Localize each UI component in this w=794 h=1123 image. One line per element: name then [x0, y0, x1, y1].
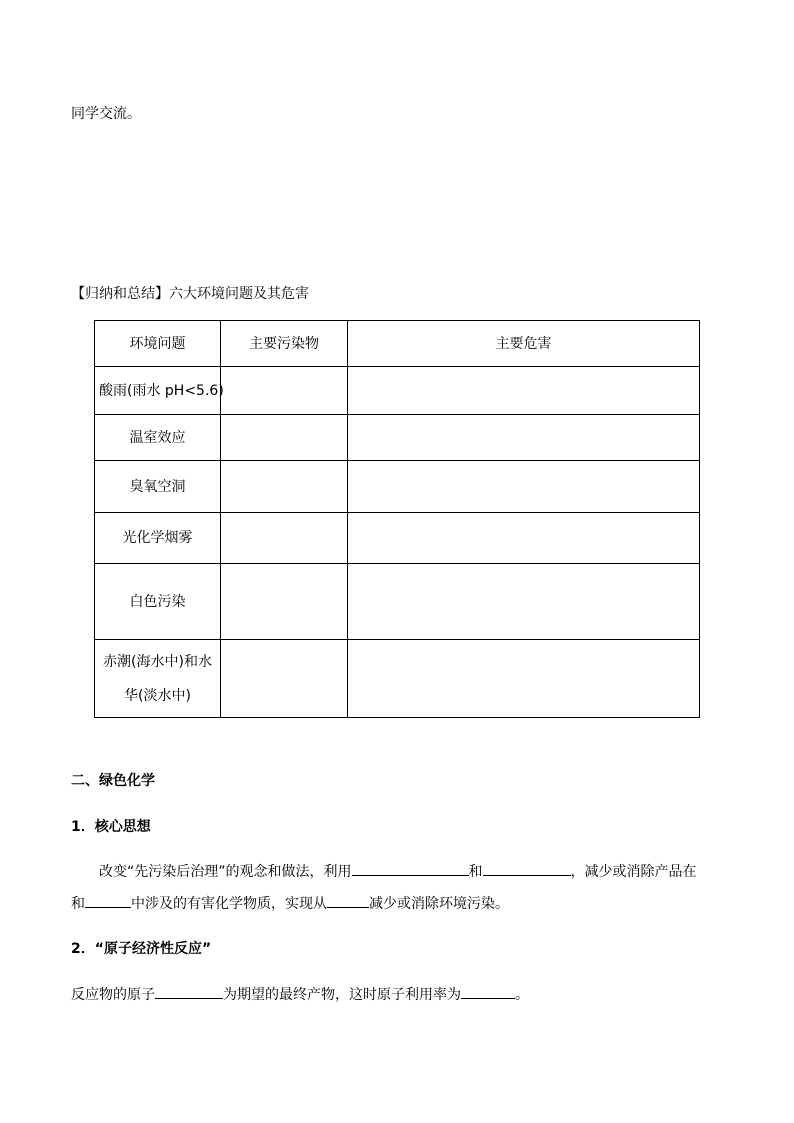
problem-cell	[95, 640, 221, 718]
harm-cell[interactable]	[348, 367, 700, 415]
pollutant-cell[interactable]	[221, 461, 348, 513]
header-cell: 主要危害	[348, 321, 700, 367]
answer-blank[interactable]	[327, 893, 369, 908]
item2-paragraph: 反应物的原子 为期望的最终产物，这时原子利用率为 。	[71, 984, 529, 1004]
problem-line: 华(淡水中)	[124, 687, 191, 704]
header-cell: 环境问题	[95, 321, 221, 367]
problem-cell: 光化学烟雾	[95, 513, 221, 564]
item1-paragraph-line1: 改变“先污染后治理”的观念和做法，利用 和 ，减少或消除产品在	[99, 861, 697, 881]
item1-title: 1．核心思想	[71, 819, 151, 835]
table-row	[95, 415, 700, 461]
harm-cell[interactable]	[348, 564, 700, 640]
header-cell: 主要污染物	[221, 321, 348, 367]
table-header-row	[95, 321, 700, 367]
problem-cell: 臭氧空洞	[95, 461, 221, 513]
intro-tail-text: 同学交流。	[71, 106, 141, 122]
harm-cell[interactable]	[348, 640, 700, 718]
table-row	[95, 461, 700, 513]
problem-cell: 温室效应	[95, 415, 221, 461]
item1-paragraph-line2: 和 中涉及的有害化学物质，实现从 减少或消除环境污染。	[71, 893, 509, 913]
harm-cell[interactable]	[348, 513, 700, 564]
harm-cell[interactable]	[348, 461, 700, 513]
table-row	[95, 367, 700, 415]
pollutant-cell[interactable]	[221, 513, 348, 564]
section-title-green-chemistry: 二、绿色化学	[71, 773, 155, 789]
pollutant-cell[interactable]	[221, 415, 348, 461]
answer-blank[interactable]	[461, 984, 515, 999]
answer-blank[interactable]	[85, 893, 131, 908]
answer-blank[interactable]	[155, 984, 223, 999]
harm-cell[interactable]	[348, 415, 700, 461]
answer-blank[interactable]	[483, 861, 571, 876]
pollutant-cell[interactable]	[221, 640, 348, 718]
table-row	[95, 564, 700, 640]
table-row	[95, 513, 700, 564]
summary-heading: 【归纳和总结】六大环境问题及其危害	[71, 286, 309, 302]
pollutant-cell[interactable]	[221, 367, 348, 415]
problem-line: 赤潮(海水中)和水	[103, 653, 212, 670]
table-row	[95, 640, 700, 718]
pollutant-cell[interactable]	[221, 564, 348, 640]
item2-title: 2．“原子经济性反应”	[71, 941, 212, 957]
answer-blank[interactable]	[352, 861, 469, 876]
problem-cell: 白色污染	[95, 564, 221, 640]
problem-cell: 酸雨(雨水 pH<5.6)	[95, 367, 221, 415]
environment-problems-table	[94, 320, 700, 718]
